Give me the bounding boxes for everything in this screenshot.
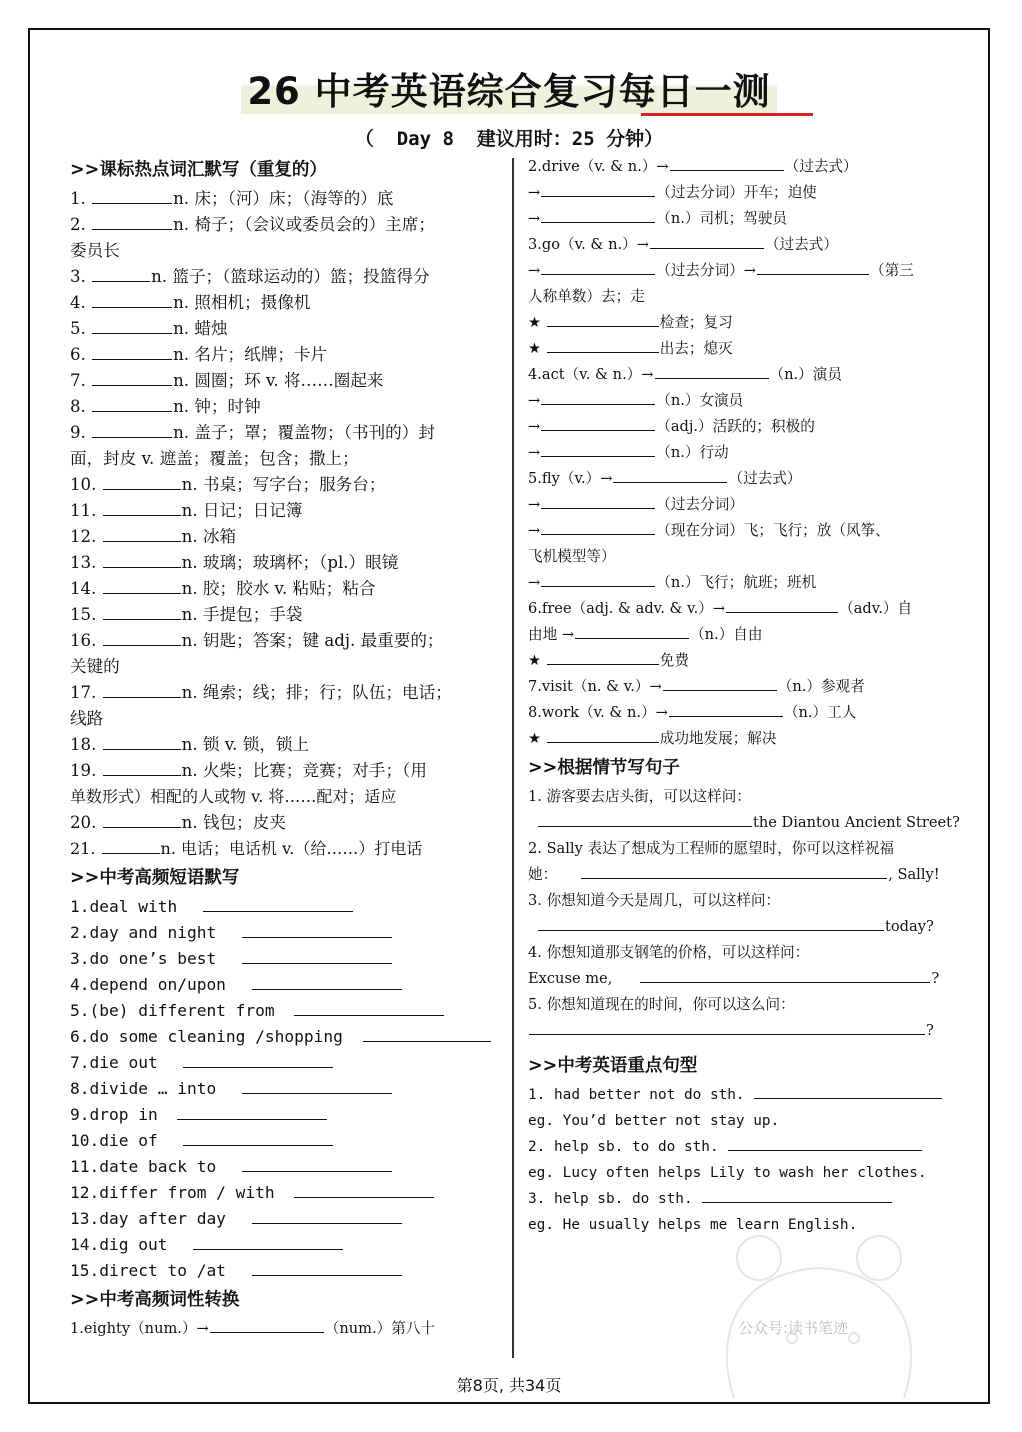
wordform-item: → （n.）飞行；航班；班机 [528,570,952,596]
vocab-item: 8. n. 钟；时钟 [70,397,261,416]
answer-blank[interactable] [183,1051,333,1068]
vocab-item: 18. n. 锁 v. 锁，锁上 [70,735,310,754]
answer-blank[interactable] [538,914,884,931]
vocab-item: 3. n. 篮子；（篮球运动的）篮；投篮得分 [70,267,430,286]
wordform-item: 4.act（v. & n.）→ （n.）演员 [528,362,952,388]
wordform-item: → （n.）行动 [528,440,952,466]
phrase-item: 15.direct to /at [70,1258,502,1284]
answer-blank[interactable] [92,369,172,386]
wordform-item: 由地 → （n.）自由 [528,622,952,648]
answer-blank[interactable] [547,336,659,353]
scenario-answer-line: the Diantou Ancient Street? [528,810,952,836]
answer-blank[interactable] [177,1103,327,1120]
scenario-question: 1. 游客要去店头街，可以这样问： [528,788,751,805]
phrase-item: 13.day after day [70,1206,502,1232]
answer-blank[interactable] [103,681,181,698]
answer-blank[interactable] [702,1186,892,1203]
answer-blank[interactable] [242,1077,392,1094]
wordform-item: 飞机模型等） [528,548,616,565]
answer-blank[interactable] [92,343,172,360]
vocab-item: 14. n. 胶；胶水 v. 粘贴；粘合 [70,579,376,598]
vocab-item: 线路 [70,709,104,728]
answer-blank[interactable] [252,1259,402,1276]
vocab-item: 20. n. 钱包；皮夹 [70,813,286,832]
vocab-item: 12. n. 冰箱 [70,527,237,546]
wordform-item: → （过去分词）开车；迫使 [528,180,952,206]
phrase-item: 11.date back to [70,1154,502,1180]
answer-blank[interactable] [252,973,402,990]
scenario-question: 3. 你想知道今天是周几，可以这样问： [528,892,781,909]
section-heading-phrases: >>中考高频短语默写 [70,868,240,888]
answer-blank[interactable] [663,674,777,691]
answer-blank[interactable] [103,629,181,646]
answer-blank[interactable] [92,213,172,230]
bear-watermark-icon [704,1218,934,1398]
title-area [30,70,988,114]
vocab-item: 委员长 [70,241,120,260]
phrase-item: 6.do some cleaning /shopping [70,1024,502,1050]
scenario-answer-line: today? [528,914,952,940]
answer-blank[interactable] [541,258,655,275]
answer-blank[interactable] [203,895,353,912]
answer-blank[interactable] [242,1155,392,1172]
pattern-item: 1. had better not do sth. [528,1082,952,1108]
vocab-item: 单数形式）相配的人或物 v. 将……配对；适应 [70,787,397,806]
answer-blank[interactable] [613,466,727,483]
answer-blank[interactable] [541,414,655,431]
wordform-item: ★ 出去；熄灭 [528,336,952,362]
answer-blank[interactable] [92,317,172,334]
answer-blank[interactable] [92,395,172,412]
right-column [528,154,960,1238]
wordform-item: → （过去分词） [528,492,952,518]
answer-blank[interactable] [669,700,783,717]
vocab-item: 6. n. 名片；纸牌；卡片 [70,345,328,364]
vocab-item: 面，封皮 v. 遮盖；覆盖；包含；撒上； [70,449,359,468]
answer-blank[interactable] [541,180,655,197]
answer-blank[interactable] [541,206,655,223]
vocab-item: 9. n. 盖子；罩；覆盖物；（书刊的）封 [70,423,435,442]
answer-blank[interactable] [728,1134,922,1151]
title-red-underline [641,113,813,116]
vocab-item: 5. n. 蜡烛 [70,319,228,338]
answer-blank[interactable] [541,492,655,509]
page-footer: 第8页, 共34页 [456,1376,562,1395]
left-column [70,154,502,1342]
scenario-question: 2. Sally 表达了想成为工程师的愿望时，你可以这样祝福 [528,840,894,857]
wordform-item: → （n.）女演员 [528,388,952,414]
answer-blank[interactable] [541,440,655,457]
answer-blank[interactable] [538,810,752,827]
wordform-item: 7.visit（n. & v.）→ （n.）参观者 [528,674,952,700]
wordform-item: → （n.）司机；驾驶员 [528,206,952,232]
vocab-item: 19. n. 火柴；比赛；竞赛；对手；（用 [70,761,427,780]
answer-blank[interactable] [92,291,172,308]
scenario-question: 4. 你想知道那支钢笔的价格，可以这样问： [528,944,810,961]
answer-blank[interactable] [650,232,764,249]
phrase-item: 2.day and night [70,920,502,946]
vocab-item: 15. n. 手提包；手袋 [70,605,303,624]
wordform-item: 人称单数）去；走 [528,288,645,305]
answer-blank[interactable] [92,187,172,204]
pattern-item: 3. help sb. do sth. [528,1186,952,1212]
answer-blank[interactable] [103,473,181,490]
wordform-item: 3.go（v. & n.）→ （过去式） [528,232,952,258]
phrase-item: 3.do one’s best [70,946,502,972]
answer-blank[interactable] [541,570,655,587]
vocab-item: 4. n. 照相机；摄像机 [70,293,311,312]
answer-blank[interactable] [252,1207,402,1224]
answer-blank[interactable] [547,648,659,665]
phrase-item: 8.divide … into [70,1076,502,1102]
scenario-answer-line: 她： , Sally! [528,862,952,888]
answer-blank[interactable] [655,362,769,379]
vocab-item: 10. n. 书桌；写字台；服务台； [70,475,386,494]
answer-blank[interactable] [103,733,181,750]
answer-blank[interactable] [541,388,655,405]
vocab-item: 11. n. 日记；日记簿 [70,501,303,520]
page-frame [28,28,990,1404]
scenario-question: 5. 你想知道现在的时间，你可以这么问： [528,996,795,1013]
pattern-example: eg. Lucy often helps Lily to wash her clothes. [528,1165,927,1181]
scenario-answer-line: Excuse me, ? [528,966,952,992]
answer-blank[interactable] [670,154,784,171]
answer-blank[interactable] [575,622,689,639]
wordform-item: 5.fly（v.）→ （过去式） [528,466,952,492]
vocab-item: 17. n. 绳索；线；排；行；队伍；电话； [70,683,452,702]
answer-blank[interactable] [103,603,181,620]
vocab-item: 7. n. 圆圈；环 v. 将……圈起来 [70,371,384,390]
wordform-item: ★ 成功地发展；解决 [528,726,952,752]
phrase-item: 12.differ from / with [70,1180,502,1206]
wordform-item: 8.work（v. & n.）→ （n.）工人 [528,700,952,726]
answer-blank[interactable] [757,258,869,275]
answer-blank[interactable] [547,726,659,743]
answer-blank[interactable] [193,1233,343,1250]
phrase-item: 9.drop in [70,1102,502,1128]
page-subtitle: （ Day 8 建议用时：25 分钟） [354,128,664,150]
pattern-example: eg. You’d better not stay up. [528,1113,780,1129]
page-title-text: 26 中考英语综合复习每日一测 [247,70,771,113]
answer-blank[interactable] [726,596,838,613]
watermark-text: 公众号:读书笔迹 [738,1319,849,1337]
vocab-item: 2. n. 椅子；（会议或委员会的）主席； [70,215,435,234]
section-heading-patterns: >>中考英语重点句型 [528,1056,698,1076]
answer-blank[interactable] [103,759,181,776]
phrase-item: 1.deal with [70,894,502,920]
pattern-item: 2. help sb. to do sth. [528,1134,952,1160]
answer-blank[interactable] [210,1316,324,1333]
answer-blank[interactable] [103,811,181,828]
answer-blank[interactable] [547,310,659,327]
section-heading-wordform: >>中考高频词性转换 [70,1290,240,1310]
wordform-item: → （现在分词）飞；飞行；放（风筝、 [528,518,952,544]
answer-blank[interactable] [581,862,887,879]
phrase-item: 5.(be) different from [70,998,502,1024]
section-heading-scenario: >>根据情节写句子 [528,758,680,778]
answer-blank[interactable] [529,1018,925,1035]
answer-blank[interactable] [92,421,172,438]
answer-blank[interactable] [183,1129,333,1146]
pattern-example: eg. He usually helps me learn English. [528,1217,858,1233]
answer-blank[interactable] [640,966,930,983]
scenario-answer-line: ? [528,1018,952,1044]
vocab-item: 1. n. 床；（河）床；（海等的）底 [70,189,394,208]
answer-blank[interactable] [294,1181,434,1198]
answer-blank[interactable] [541,518,655,535]
answer-blank[interactable] [103,499,181,516]
column-divider [512,158,514,1358]
section-heading-vocab: >>课标热点词汇默写（重复的） [70,160,327,180]
vocab-item: 16. n. 钥匙；答案；键 adj. 最重要的； [70,631,444,650]
wordform-item: → （adj.）活跃的；积极的 [528,414,952,440]
phrase-item: 10.die of [70,1128,502,1154]
answer-blank[interactable] [242,921,392,938]
phrase-item: 4.depend on/upon [70,972,502,998]
wordform-item: ★ 检查；复习 [528,310,952,336]
wordform-item: ★ 免费 [528,648,952,674]
phrase-item: 14.dig out [70,1232,502,1258]
answer-blank[interactable] [242,947,392,964]
answer-blank[interactable] [294,999,444,1016]
answer-blank[interactable] [103,551,181,568]
answer-blank[interactable] [103,525,181,542]
vocab-item: 关键的 [70,657,120,676]
answer-blank[interactable] [102,837,160,854]
page-title [241,70,776,114]
wordform-item: 6.free（adj. & adv. & v.）→ （adv.）自 [528,596,952,622]
wordform-item: → （过去分词）→ （第三 [528,258,952,284]
wordform-item: 1.eighty（num.）→ （num.）第八十 [70,1316,502,1342]
vocab-item: 21. n. 电话；电话机 v.（给……）打电话 [70,839,423,858]
answer-blank[interactable] [754,1082,942,1099]
answer-blank[interactable] [92,265,150,282]
wordform-item: 2.drive（v. & n.）→ （过去式） [528,154,952,180]
phrase-item: 7.die out [70,1050,502,1076]
vocab-item: 13. n. 玻璃；玻璃杯；（pl.）眼镜 [70,553,399,572]
answer-blank[interactable] [363,1025,491,1042]
answer-blank[interactable] [103,577,181,594]
